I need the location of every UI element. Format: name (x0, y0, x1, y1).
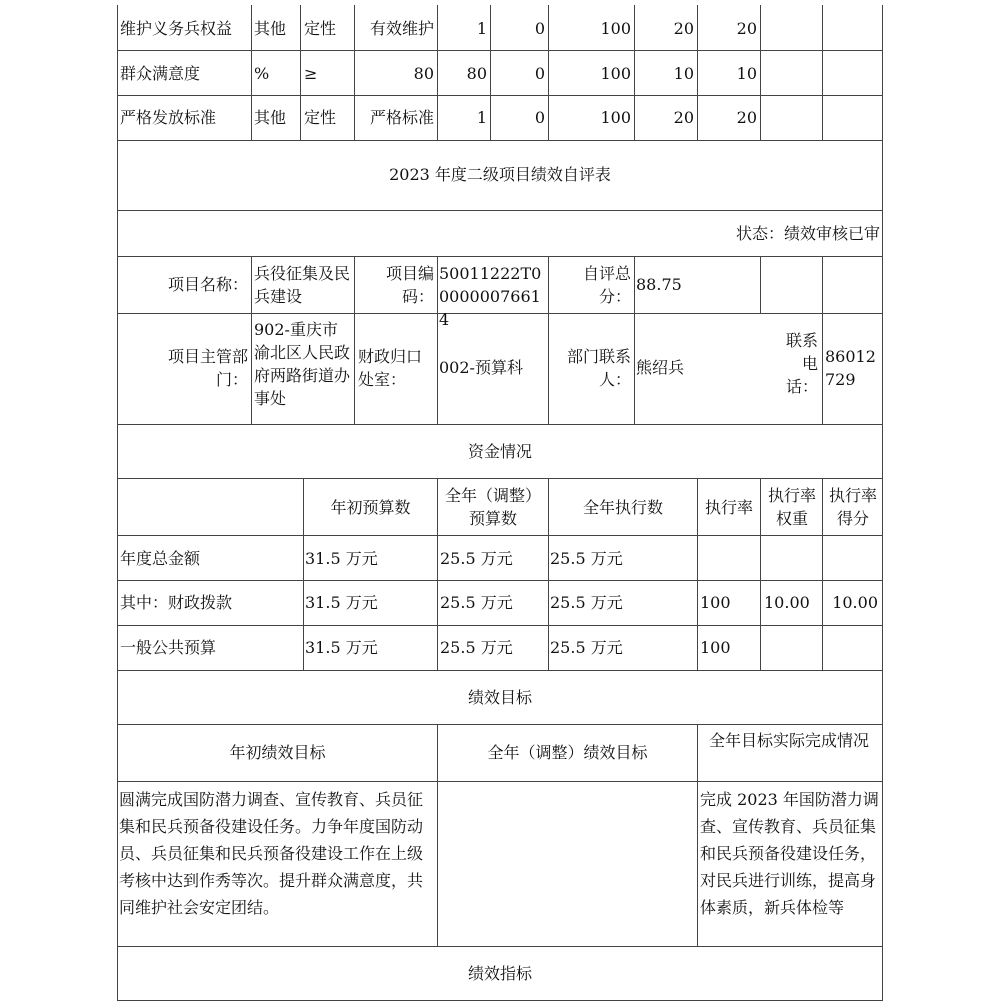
dept: 902-重庆市渝北区人民政府两路街道办事处 (254, 320, 351, 408)
indicator-nature: 定性 (304, 108, 337, 127)
rule (251, 256, 252, 424)
funds-row-initial: 31.5 万元 (305, 549, 378, 568)
goals-section-title: 绩效目标 (467, 688, 532, 707)
rule (437, 5, 438, 140)
funds-section-title: 资金情况 (467, 442, 532, 461)
dept-label: 项目主管部门： (167, 347, 248, 389)
funds-header-adjusted: 全年（调整）预算数 (444, 486, 541, 528)
rule (697, 724, 698, 946)
self-score-label: 自评总分： (582, 264, 631, 306)
project-code-label: 项目编码： (385, 264, 434, 306)
rule (548, 256, 549, 424)
funds-header-initial: 年初预算数 (330, 498, 411, 517)
rule (354, 256, 355, 424)
contact: 熊绍兵 (636, 358, 685, 377)
rule (117, 535, 882, 536)
funds-header-executed: 全年执行数 (582, 498, 663, 517)
indicator-actual: 80 (466, 64, 487, 83)
finance-label: 财政归口处室： (358, 347, 423, 389)
indicator-name: 群众满意度 (120, 64, 201, 83)
goals-header-initial: 年初绩效目标 (229, 743, 326, 762)
status-text: 状态：绩效审核已审 (735, 224, 880, 243)
indicator-deviation: 0 (534, 19, 545, 38)
phone-label: 联系电话： (785, 331, 818, 396)
rule (117, 140, 882, 141)
rule (117, 256, 882, 257)
rule (760, 478, 761, 670)
goals-actual-text: 完成 2023 年国防潜力调查、宣传教育、兵员征集和民兵预备役建设任务，对民兵进行训练，提高身体素质，新兵体检等 (700, 790, 879, 917)
contact-label: 部门联系人： (566, 347, 631, 389)
funds-row-label: 一般公共预算 (120, 638, 217, 657)
rule (354, 5, 355, 140)
goals-initial-text: 圆满完成国防潜力调查、宣传教育、兵员征集和民兵预备役建设任务。力争年度国防动员、兵员征集和民兵预备役建设工作在上级考核中达到作秀等次。提升群众满意度，共同维护社会安定团结。 (119, 790, 424, 917)
project-name-label: 项目名称： (167, 275, 248, 294)
funds-row-executed: 25.5 万元 (550, 593, 623, 612)
funds-row-adjusted: 25.5 万元 (440, 549, 513, 568)
rule (117, 781, 882, 782)
rule (822, 256, 823, 424)
indicator-weight: 20 (673, 108, 694, 127)
indicator-unit: 其他 (254, 108, 287, 127)
funds-row-initial: 31.5 万元 (305, 638, 378, 657)
indicator-name: 维护义务兵权益 (120, 19, 233, 38)
rule (117, 625, 882, 626)
indicator-target: 有效维护 (369, 19, 434, 38)
indicator-completion: 100 (600, 19, 631, 38)
indicator-actual: 1 (476, 108, 487, 127)
rule (760, 5, 761, 140)
finance: 002-预算科 (439, 358, 523, 377)
funds-row-weight: 10.00 (764, 593, 810, 612)
rule (697, 5, 698, 140)
rule (117, 5, 118, 1001)
funds-header-score: 执行率得分 (828, 486, 877, 528)
rule (117, 946, 882, 947)
rule (490, 5, 491, 140)
rule (760, 256, 761, 313)
funds-row-label: 其中：财政拨款 (120, 593, 233, 612)
rule (882, 5, 883, 1001)
rule (117, 1000, 882, 1001)
indicator-weight: 10 (673, 64, 694, 83)
indicator-score: 20 (736, 19, 757, 38)
indicator-score: 20 (736, 108, 757, 127)
funds-row-initial: 31.5 万元 (305, 593, 378, 612)
rule (117, 95, 882, 96)
self-score: 88.75 (636, 275, 682, 294)
indicator-nature: ≥ (304, 64, 318, 83)
project-code: 50011222T000000076614 (439, 264, 542, 329)
funds-row-adjusted: 25.5 万元 (440, 638, 513, 657)
rule (117, 724, 882, 725)
rule (437, 256, 438, 424)
funds-row-score: 10.00 (832, 593, 878, 612)
rule (437, 478, 438, 670)
indicator-unit: % (254, 64, 270, 83)
project-name: 兵役征集及民兵建设 (254, 264, 351, 306)
rule (822, 5, 823, 140)
rule (300, 5, 301, 140)
funds-row-label: 年度总金额 (120, 549, 201, 568)
indicator-deviation: 0 (534, 64, 545, 83)
indicator-unit: 其他 (254, 19, 287, 38)
funds-header-weight: 执行率权重 (767, 486, 816, 528)
rule (117, 580, 882, 581)
funds-row-adjusted: 25.5 万元 (440, 593, 513, 612)
indicator-weight: 20 (673, 19, 694, 38)
indicator-score: 10 (736, 64, 757, 83)
rule (822, 478, 823, 670)
rule (117, 478, 882, 479)
goals-header-actual: 全年目标实际完成情况 (708, 731, 869, 750)
indicator-nature: 定性 (304, 19, 337, 38)
funds-row-rate: 100 (700, 638, 731, 657)
indicator-target: 严格标准 (369, 108, 434, 127)
rule (117, 210, 882, 211)
funds-row-executed: 25.5 万元 (550, 549, 623, 568)
rule (117, 670, 882, 671)
form-title: 2023 年度二级项目绩效自评表 (389, 165, 611, 184)
indicator-completion: 100 (600, 64, 631, 83)
indicator-actual: 1 (476, 19, 487, 38)
goals-header-adjusted: 全年（调整）绩效目标 (487, 743, 648, 762)
indicator-completion: 100 (600, 108, 631, 127)
funds-row-rate: 100 (700, 593, 731, 612)
phone: 86012729 (825, 347, 876, 389)
rule (117, 424, 882, 425)
indicator-deviation: 0 (534, 108, 545, 127)
rule (634, 5, 635, 140)
funds-row-executed: 25.5 万元 (550, 638, 623, 657)
indicator-name: 严格发放标准 (120, 108, 217, 127)
funds-header-rate: 执行率 (704, 498, 753, 517)
indicator-target: 80 (413, 64, 434, 83)
rule (634, 256, 635, 424)
rule (251, 5, 252, 140)
rule (117, 50, 882, 51)
rule (548, 5, 549, 140)
indicators-section-title: 绩效指标 (467, 964, 532, 983)
